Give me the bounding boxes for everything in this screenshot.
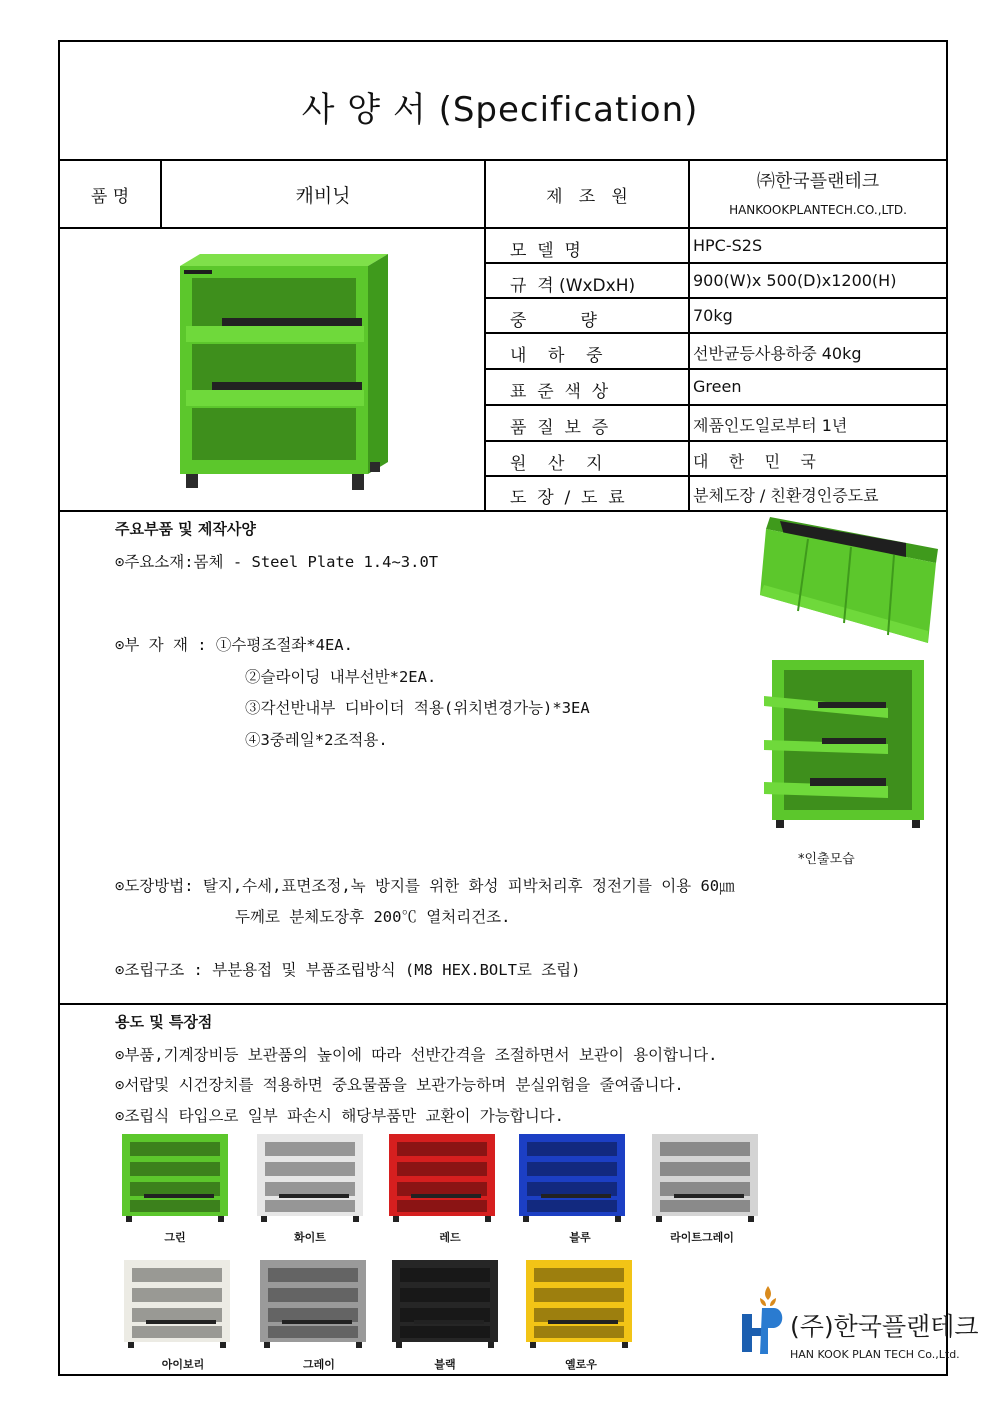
cabinet-color-image: [524, 1258, 636, 1350]
cabinet-color-image: [390, 1258, 502, 1350]
spec-value: 분체도장 / 친환경인증도료: [693, 486, 879, 505]
color-swatch: [120, 1132, 232, 1224]
spec-label: 중 량: [510, 311, 597, 331]
color-name: 옐로우: [565, 1358, 597, 1371]
spec-label: 원 산 지: [510, 454, 603, 474]
row-divider: [486, 297, 948, 299]
sub-material-item: ②슬라이딩 내부선반*2EA.: [245, 668, 437, 686]
pullout-image: [762, 658, 928, 834]
spec-label: 내 하 중: [510, 346, 603, 366]
divider: [58, 510, 948, 512]
spec-value: HPC-S2S: [693, 236, 763, 255]
color-swatch: [122, 1258, 234, 1350]
color-swatch: [387, 1132, 499, 1224]
sub-material-label: ⊙부 자 재 : ①수평조절좌*4EA.: [115, 636, 353, 654]
spec-label: 도 장 / 도 료: [510, 488, 625, 508]
color-name: 블루: [569, 1231, 591, 1244]
color-swatch: [524, 1258, 636, 1350]
color-swatch: [258, 1258, 370, 1350]
color-swatch: [650, 1132, 762, 1224]
row-divider: [486, 332, 948, 334]
cabinet-color-image: [255, 1132, 367, 1224]
sub-material-item: ④3중레일*2조적용.: [245, 731, 388, 749]
color-swatch: [255, 1132, 367, 1224]
cabinet-color-image: [517, 1132, 629, 1224]
spec-value: Green: [693, 377, 742, 396]
spec-value: 대 한 민 국: [693, 452, 816, 471]
cabinet-color-image: [387, 1132, 499, 1224]
item-name-value: 캐비닛: [295, 184, 351, 207]
sub-material-item: ③각선반내부 디바이더 적용(위치변경가능)*3EA: [245, 699, 590, 717]
maker-name-en: HANKOOKPLANTECH.CO.,LTD.: [729, 203, 907, 217]
main-material: ⊙주요소재:몸체 - Steel Plate 1.4~3.0T: [115, 553, 439, 571]
spec-label: 모 델 명: [510, 241, 581, 261]
cabinet-color-image: [650, 1132, 762, 1224]
usage-line: ⊙조립식 타입으로 일부 파손시 해당부품만 교환이 가능합니다.: [115, 1107, 564, 1125]
page-title: 사 양 서 (Specification): [301, 90, 699, 130]
usage-line: ⊙서랍및 시건장치를 적용하면 중요물품을 보관가능하며 분실위험을 줄여줍니다.: [115, 1076, 684, 1094]
cabinet-color-image: [122, 1258, 234, 1350]
spec-label: 규 격 (WxDxH): [510, 276, 636, 296]
color-name: 그레이: [303, 1358, 335, 1371]
color-swatch: [390, 1258, 502, 1350]
cabinet-product-image: [172, 252, 394, 498]
paint-method: ⊙도장방법: 탈지,수세,표면조정,녹 방지를 위한 화성 피박처리후 정전기를 이용 60㎛: [115, 877, 735, 895]
divider: [58, 227, 948, 229]
company-logo-name: (주)한국플랜테크: [790, 1312, 979, 1341]
spec-value: 선반균등사용하중 40kg: [693, 344, 862, 363]
maker-label: 제 조 원: [546, 186, 628, 207]
row-divider: [486, 475, 948, 477]
cabinet-color-image: [258, 1258, 370, 1350]
cabinet-color-image: [120, 1132, 232, 1224]
spec-value: 900(W)x 500(D)x1200(H): [693, 271, 897, 290]
item-name-label: 품 명: [90, 186, 130, 207]
spec-value: 70kg: [693, 306, 733, 325]
spec-label: 품 질 보 증: [510, 418, 609, 438]
spec-value: 제품인도일로부터 1년: [693, 416, 848, 435]
parts-heading: 주요부품 및 제작사양: [115, 520, 256, 538]
paint-method-cont: 두께로 분체도장후 200℃ 열처리건조.: [235, 908, 511, 926]
company-logo-icon: [738, 1284, 790, 1356]
spec-label: 표 준 색 상: [510, 382, 609, 402]
color-name: 블랙: [434, 1358, 456, 1371]
usage-heading: 용도 및 특장점: [115, 1013, 213, 1031]
row-divider: [486, 440, 948, 442]
color-name: 레드: [439, 1231, 461, 1244]
maker-name: ㈜한국플랜테크: [756, 171, 880, 192]
row-divider: [486, 404, 948, 406]
color-name: 그린: [164, 1231, 186, 1244]
row-divider: [486, 368, 948, 370]
color-swatch: [517, 1132, 629, 1224]
company-logo-name-en: HAN KOOK PLAN TECH Co.,Ltd.: [790, 1348, 960, 1361]
assembly-structure: ⊙조립구조 : 부분용접 및 부품조립방식 (M8 HEX.BOLT로 조립): [115, 961, 581, 979]
pullout-caption: *인출모습: [798, 852, 855, 867]
divider: [58, 1003, 948, 1005]
color-name: 아이보리: [161, 1358, 205, 1371]
usage-line: ⊙부품,기계장비등 보관품의 높이에 따라 선반간격을 조절하면서 보관이 용이합니다.: [115, 1046, 718, 1064]
color-name: 화이트: [294, 1231, 326, 1244]
shelf-divider-image: [756, 515, 942, 645]
color-name: 라이트그레이: [670, 1231, 734, 1244]
row-divider: [486, 262, 948, 264]
